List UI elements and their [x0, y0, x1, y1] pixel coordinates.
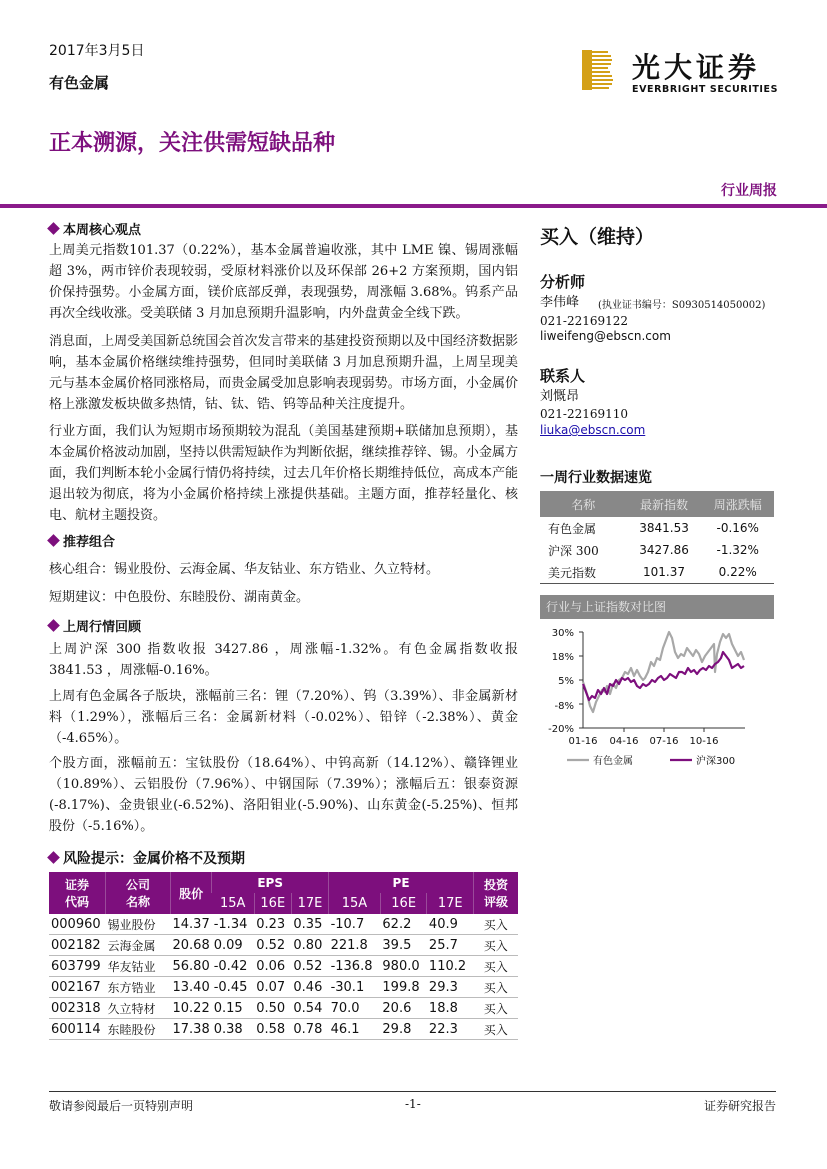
- section-heading-portfolio: 推荐组合: [47, 531, 115, 550]
- review-paragraph-2: 上周有色金属各子版块，涨幅前三名：锂（7.20%）、钨（3.39%）、非金属新材料（1.29%），涨幅后三名：金属新材料（-0.02%）、铅锌（-2.38%）、黄金（-4.65%）。: [49, 689, 518, 746]
- core-view-paragraph-1: 上周美元指数101.37（0.22%），基本金属普遍收涨，其中 LME 镍、锡周涨幅超 3%，两市锌价表现较弱，受原材料涨价以及环保部 26+2 方案预期，国内铝价保持强势。小金属方面，镁价底部反弹，表现强势，周涨幅 3.68%。钨系产品再次全线收涨。受美联储 3 月加息预期升温影响，内外盘黄金全线下跌。: [49, 243, 518, 321]
- logo-mark-icon: [582, 50, 614, 90]
- header-rating: 投资 评级: [474, 872, 519, 914]
- contact-phone: 021-22169110: [540, 407, 629, 421]
- header-code: 证券 代码: [49, 872, 106, 914]
- logo-english-text: EVERBRIGHT SECURITIES: [632, 84, 779, 95]
- footer-divider: [49, 1091, 776, 1092]
- diamond-bullet-icon: [47, 534, 60, 547]
- col-latest-index: 最新指数: [627, 491, 702, 517]
- footer-report-label: 证券研究报告: [703, 1099, 776, 1113]
- report-type: 行业周报: [721, 183, 777, 199]
- header-eps-17e: 17E: [291, 893, 328, 914]
- section-heading-core-view: 本周核心观点: [47, 219, 141, 238]
- col-name: 名称: [540, 491, 627, 517]
- header-eps: EPS: [212, 872, 329, 893]
- analyst-license: (执业证书编号：S0930514050002): [598, 300, 766, 311]
- table-row: 002318 久立特材 10.22 0.15 0.50 0.54 70.0 20.6 18.8 买入: [49, 998, 518, 1019]
- investment-rating: 买入（维持）: [540, 226, 655, 248]
- header-pe-17e: 17E: [427, 893, 474, 914]
- y-tick: 18%: [551, 652, 574, 663]
- weekly-quick-data-table: [540, 491, 774, 584]
- everbright-logo: [582, 50, 782, 96]
- header-eps-16e: 16E: [254, 893, 291, 914]
- y-tick: -8%: [554, 701, 574, 712]
- footer-disclaimer: 敬请参阅最后一页特别声明: [49, 1099, 194, 1113]
- contact-email-link[interactable]: liuka@ebscn.com: [540, 423, 646, 437]
- report-date: 2017年3月5日: [49, 43, 145, 59]
- y-tick: -20%: [548, 724, 574, 735]
- table-row: 沪深 300 3427.86 -1.32%: [548, 543, 759, 558]
- header-pe-16e: 16E: [380, 893, 427, 914]
- y-tick: 30%: [551, 628, 574, 639]
- x-tick: 10-16: [689, 736, 719, 747]
- series-hs300-line: [583, 652, 744, 700]
- recommended-stocks-table: [49, 872, 518, 1040]
- quick-data-heading: 一周行业数据速览: [540, 470, 652, 486]
- diamond-bullet-icon: [47, 851, 60, 864]
- core-view-paragraph-3: 行业方面，我们认为短期市场预期较为混乱（美国基建预期+联储加息预期），基本金属价格波动加剧，坚持以供需短缺作为判断依据，继续推荐锌、锡。小金属方面，我们判断本轮小金属行情仍将持续，过去几年价格长期维持低位，高成本产能退出较为彻底，将为小金属价格持续上涨提供基础。主题方面，推荐轻量化、核电、航材主题投资。: [49, 424, 518, 523]
- table-row: 603799 华友钴业 56.80 -0.42 0.06 0.52 -136.8 980.0 110.2 买入: [49, 956, 518, 977]
- table-row: 有色金属 3841.53 -0.16%: [548, 521, 759, 536]
- x-tick: 04-16: [609, 736, 639, 747]
- legend-hs300: 沪深300: [696, 756, 736, 767]
- table-row: 002167 东方锆业 13.40 -0.45 0.07 0.46 -30.1 199.8 29.3 买入: [49, 977, 518, 998]
- review-paragraph-3: 个股方面，涨幅前五：宝钛股份（18.64%）、中钨高新（14.12%）、赣锋锂业（10.89%）、云铝股份（7.96%）、中钢国际（7.39%）；涨幅后五：银泰资源(-8.17%)、金贵银业(-6.52%)、洛阳钼业(-5.90%)、山东黄金(-5.25%)、恒邦股份（-5.16%）。: [49, 756, 518, 834]
- short-term-suggestion: 短期建议：中色股份、东睦股份、湖南黄金。: [49, 590, 310, 605]
- x-tick: 01-16: [568, 736, 598, 747]
- diamond-bullet-icon: [47, 619, 60, 632]
- x-tick: 07-16: [649, 736, 679, 747]
- table-row: 002182 云海金属 20.68 0.09 0.52 0.80 221.8 39.5 25.7 买入: [49, 935, 518, 956]
- core-view-paragraph-2: 消息面，上周受美国新总统国会首次发言带来的基建投资预期以及中国经济数据影响，基本金属价格继续维持强势，但同时美联储 3 月加息预期升温，上周呈现美元与基本金属价格同涨格局，而贵金属受加息影响表现弱势。市场方面，小金属价格上涨激发板块做多热情，钴、钛、锆、钨等品种关注度提升。: [49, 334, 518, 412]
- header-divider: [0, 204, 827, 208]
- table-row: 600114 东睦股份 17.38 0.38 0.58 0.78 46.1 29.8 22.3 买入: [49, 1019, 518, 1040]
- section-heading-review: 上周行情回顾: [47, 616, 141, 635]
- industry-vs-index-chart: [535, 622, 775, 772]
- section-heading-risk: 风险提示：金属价格不及预期: [47, 848, 245, 868]
- y-tick: 5%: [558, 676, 574, 687]
- analyst-phone: 021-22169122: [540, 314, 629, 328]
- header-name: 公司 名称: [106, 872, 171, 914]
- contact-heading: 联系人: [540, 367, 586, 385]
- report-title: 正本溯源，关注供需短缺品种: [49, 131, 336, 156]
- table-row: 美元指数 101.37 0.22%: [540, 561, 774, 584]
- header-pe-15a: 15A: [329, 893, 381, 914]
- sector-label: 有色金属: [49, 74, 110, 92]
- page-number: -1-: [405, 1097, 421, 1111]
- chart-heading: 行业与上证指数对比图: [540, 595, 774, 619]
- logo-chinese-text: 光大证券: [632, 51, 761, 84]
- analyst-name: 李伟峰: [540, 295, 580, 310]
- header-eps-15a: 15A: [212, 893, 254, 914]
- legend-nonferrous: 有色金属: [593, 756, 633, 767]
- diamond-bullet-icon: [47, 222, 60, 235]
- table-row: 000960 锡业股份 14.37 -1.34 0.23 0.35 -10.7 62.2 40.9 买入: [49, 914, 518, 935]
- review-paragraph-1: 上周沪深 300 指数收报 3427.86 ，周涨幅-1.32%。有色金属指数收报 3841.53 ，周涨幅-0.16%。: [49, 642, 518, 678]
- header-price: 股价: [171, 872, 212, 914]
- core-portfolio: 核心组合：锡业股份、云海金属、华友钴业、东方锆业、久立特材。: [49, 562, 440, 577]
- col-weekly-change: 周涨跌幅: [701, 491, 774, 517]
- analyst-heading: 分析师: [540, 273, 586, 291]
- chart-legend: [567, 754, 735, 767]
- contact-name: 刘慨昂: [540, 389, 580, 404]
- analyst-email[interactable]: liweifeng@ebscn.com: [540, 329, 671, 343]
- header-pe: PE: [329, 872, 474, 893]
- series-nonferrous-line: [583, 632, 744, 712]
